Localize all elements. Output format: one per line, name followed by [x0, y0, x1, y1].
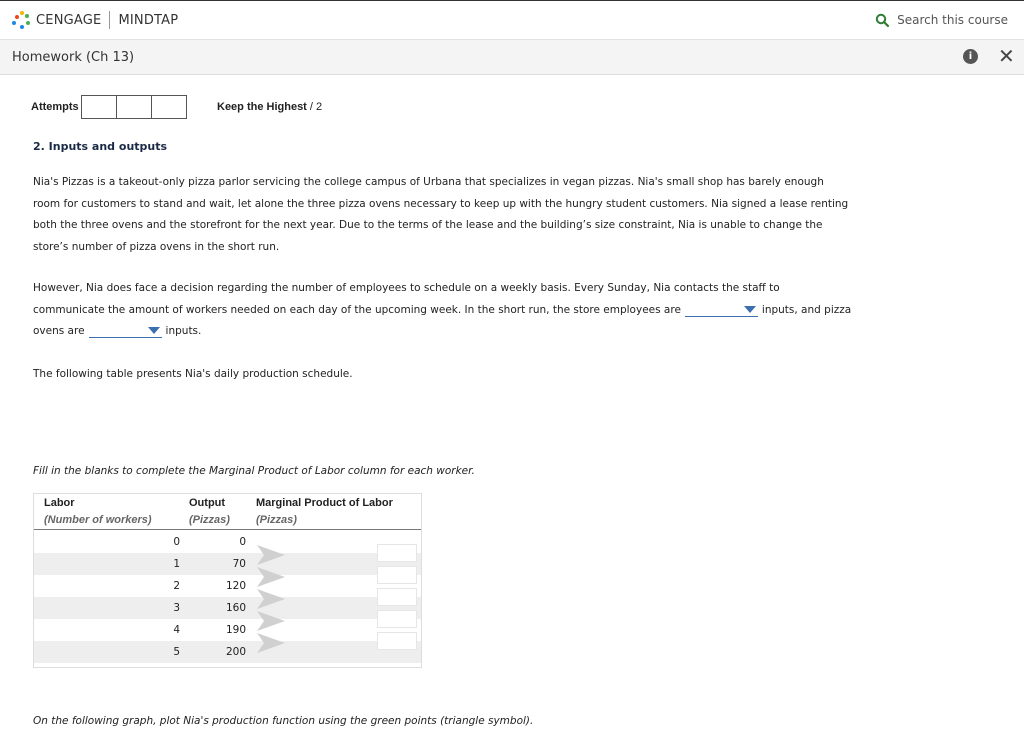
- close-icon[interactable]: ✕: [998, 44, 1015, 68]
- attempt-box-3: [151, 95, 187, 119]
- chevron-down-icon: [148, 327, 160, 334]
- production-table: [33, 493, 422, 668]
- intro-paragraph: Nia's Pizzas is a takeout-only pizza parlor servicing the college campus of Urbana that specializes in vegan pizzas. Nia's small shop has barely enough room for customers to stand and wait, let alone the three pizza ovens necessary to keep up with the hungry student customers. Nia signed a lease renting both the three ovens and the storefront for the next year. Due to the terms of the lease and the building’s size constraint, Nia is unable to change the store’s number of pizza ovens in the short run.: [33, 176, 849, 253]
- header-labor: Labor: [44, 497, 75, 509]
- cengage-logo[interactable]: [12, 11, 178, 29]
- output-cell: 200: [225, 646, 246, 658]
- output-cell: 190: [225, 624, 246, 636]
- mpl-input-worker-3[interactable]: [377, 588, 417, 606]
- employees-input-type-dropdown[interactable]: [685, 303, 758, 317]
- cengage-logo-icon: [12, 11, 32, 29]
- labor-cell: 4: [173, 624, 180, 636]
- header-labor-sub: (Number of workers): [44, 514, 152, 526]
- table-row: [34, 575, 421, 597]
- attempt-box-2: [116, 95, 152, 119]
- search-placeholder: Search this course: [897, 13, 1008, 27]
- labor-cell: 2: [173, 580, 180, 592]
- mpl-input-worker-1[interactable]: [377, 544, 417, 562]
- table-row: [34, 619, 421, 641]
- fill-instructions: Fill in the blanks to complete the Marginal Product of Labor column for each worker.: [33, 465, 475, 477]
- para2-text-c: inputs.: [165, 325, 202, 337]
- output-cell: 0: [239, 536, 246, 548]
- labor-cell: 3: [173, 602, 180, 614]
- product-name: MINDTAP: [118, 12, 179, 28]
- short-run-paragraph: [33, 278, 853, 343]
- header-output: Output: [189, 497, 226, 509]
- keep-highest-label: [217, 101, 322, 113]
- mpl-input-worker-4[interactable]: [377, 610, 417, 628]
- logo-divider: [109, 11, 110, 29]
- header-output-sub: (Pizzas): [189, 514, 230, 526]
- table-intro: The following table presents Nia's daily production schedule.: [33, 368, 353, 380]
- mpl-arrow-icon: [256, 610, 286, 632]
- mpl-arrow-icon: [256, 544, 286, 566]
- assignment-bar: [0, 40, 1024, 75]
- header-mpl: Marginal Product of Labor: [256, 497, 393, 509]
- search-icon: [875, 13, 889, 27]
- mpl-arrow-icon: [256, 588, 286, 610]
- table-row: [34, 641, 421, 663]
- mpl-input-worker-2[interactable]: [377, 566, 417, 584]
- info-icon[interactable]: i: [963, 49, 978, 64]
- attempts-label: Attempts: [31, 101, 79, 113]
- output-cell: 70: [232, 558, 246, 570]
- table-row: [34, 553, 421, 575]
- table-row: [34, 531, 421, 553]
- para2-text-a: However, Nia does face a decision regarding the number of employees to schedule on a weekly basis. Every Sunday, Nia contacts the staff to communicate the amount of workers needed on each day of the upcoming week. In the short run, the store employees are: [33, 282, 780, 316]
- output-cell: 160: [225, 602, 246, 614]
- chevron-down-icon: [744, 306, 756, 313]
- labor-cell: 0: [173, 536, 180, 548]
- question-title: 2. Inputs and outputs: [33, 140, 168, 153]
- brand-name: CENGAGE: [36, 12, 102, 28]
- para2-text-b: inputs, and pizza ovens are: [33, 303, 852, 337]
- mpl-arrow-icon: [256, 632, 286, 654]
- mpl-input-worker-5[interactable]: [377, 632, 417, 650]
- labor-cell: 1: [173, 558, 180, 570]
- header-mpl-sub: (Pizzas): [256, 514, 297, 526]
- course-search[interactable]: [875, 13, 1008, 27]
- output-cell: 120: [225, 580, 246, 592]
- attempt-box-1: [81, 95, 117, 119]
- table-row: [34, 597, 421, 619]
- ovens-input-type-dropdown[interactable]: [89, 324, 162, 338]
- keep-highest-text: Keep the Highest: [217, 101, 307, 113]
- header-divider: [34, 529, 421, 530]
- top-header: [0, 0, 1024, 40]
- mpl-arrow-icon: [256, 566, 286, 588]
- score-denominator: / 2: [306, 101, 323, 113]
- graph-instructions: On the following graph, plot Nia's production function using the green points (triangle symbol).: [33, 715, 534, 727]
- labor-cell: 5: [173, 646, 180, 658]
- assignment-title: Homework (Ch 13): [12, 50, 135, 65]
